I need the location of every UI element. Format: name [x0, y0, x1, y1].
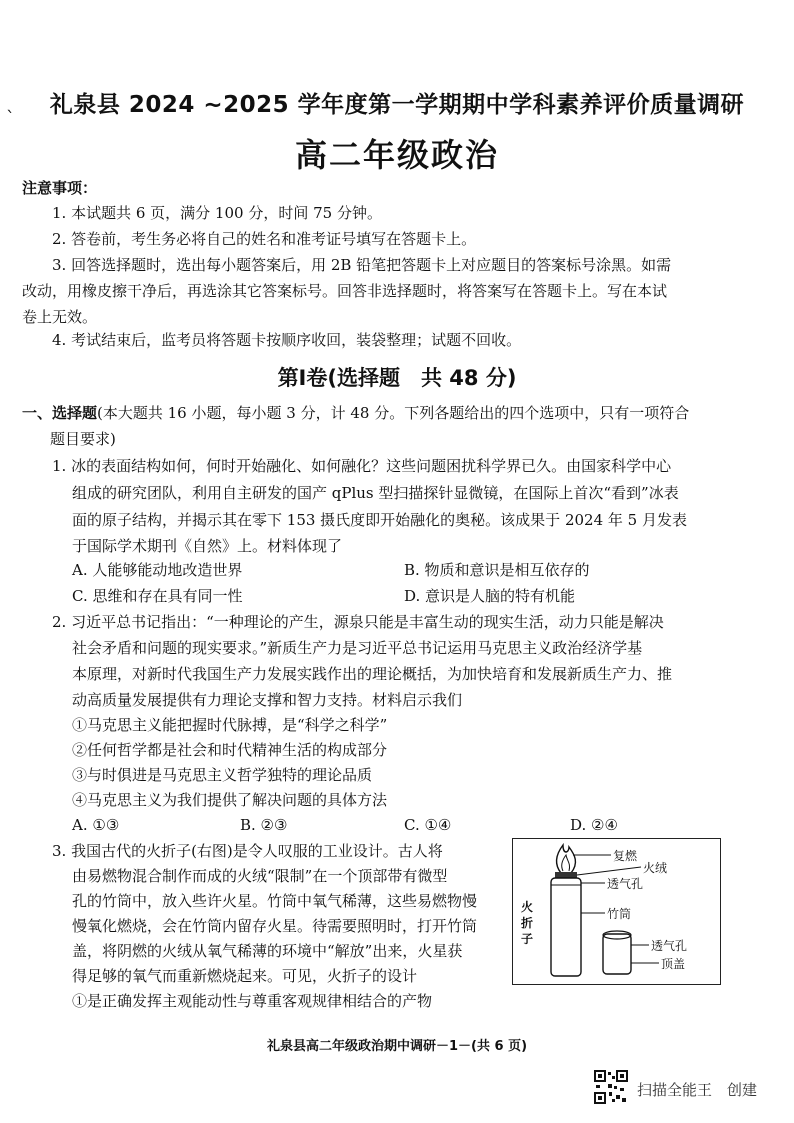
- q2-line: 2. 习近平总书记指出：“一种理论的产生，源泉只能是丰富生动的现实生活，动力只能是解决: [52, 613, 664, 631]
- exam-subtitle: 高二年级政治: [294, 136, 499, 174]
- q3-line: 由易燃物混合制作而成的火绒“限制”在一个顶部带有微型: [72, 867, 448, 885]
- label-tube: 竹筒: [607, 907, 632, 921]
- q2-statement: ②任何哲学都是社会和时代精神生活的构成部分: [72, 741, 388, 759]
- q2-option-a: A. ①③: [72, 816, 120, 834]
- notice-line: 4. 考试结束后，监考员将答题卡按顺序收回，装袋整理；试题不回收。: [52, 331, 522, 349]
- notice-line: 1. 本试题共 6 页，满分 100 分，时间 75 分钟。: [52, 204, 382, 222]
- q3-line: 孔的竹筒中，放入些许火星。竹筒中氧气稀薄，这些易燃物慢: [72, 892, 478, 910]
- q2-line: 动高质量发展提供有力理论支撑和智力支持。材料启示我们: [72, 691, 463, 709]
- exam-title: 礼泉县 2024 ~2025 学年度第一学期期中学科素养评价质量调研: [49, 92, 745, 118]
- q2-statement: ③与时俱进是马克思主义哲学独特的理论品质: [72, 766, 373, 784]
- bamboo-tube-shape: [551, 878, 581, 976]
- q1-line: 组成的研究团队，利用自主研发的国产 qPlus 型扫描探针显微镜，在国际上首次“看到”冰表: [72, 484, 679, 502]
- label-refire: 复燃: [613, 849, 638, 863]
- q2-statement: ④马克思主义为我们提供了解决问题的具体方法: [72, 791, 388, 809]
- page-footer: 礼泉县高二年级政治期中调研－1－(共 6 页): [266, 1039, 528, 1054]
- q2-option-c: C. ①④: [404, 816, 452, 834]
- margin-mark: `: [6, 108, 15, 129]
- q1-option-c: C. 思维和存在具有同一性: [72, 587, 243, 605]
- figure-side-label: 火折子: [521, 900, 534, 946]
- q1-option-d: D. 意识是人脑的特有机能: [404, 587, 576, 605]
- label-vent-top: 透气孔: [607, 877, 644, 891]
- q1-option-a: A. 人能够能动地改造世界: [72, 561, 243, 579]
- q3-line: 盖，将阴燃的火绒从氧气稀薄的环境中“解放”出来，火星获: [72, 942, 463, 960]
- qr-code-icon: [594, 1070, 628, 1104]
- q3-line: 3. 我国古代的火折子(右图)是令人叹服的工业设计。古人将: [52, 842, 443, 860]
- label-cap: 顶盖: [661, 957, 686, 971]
- notice-line: 2. 答卷前，考生务必将自己的姓名和准考证号填写在答题卡上。: [52, 230, 477, 248]
- section-intro-line2: 题目要求): [50, 430, 116, 448]
- leader-line: [577, 867, 641, 875]
- notice-line: 卷上无效。: [22, 308, 98, 326]
- q1-line: 1. 冰的表面结构如何，何时开始融化、如何融化？这些问题困扰科学界已久。由国家科学中心: [52, 457, 672, 475]
- q3-line: 得足够的氧气而重新燃烧起来。可见，火折子的设计: [72, 967, 418, 985]
- q2-option-d: D. ②④: [570, 816, 618, 834]
- notice-line: 改动，用橡皮擦干净后，再选涂其它答案标号。回答非选择题时，将答案写在答题卡上。写在本试: [22, 282, 668, 300]
- q1-line: 面的原子结构，并揭示其在零下 153 摄氏度即开始融化的奥秘。该成果于 2024 年 5 月发表: [72, 511, 687, 529]
- flame-icon: [557, 845, 576, 873]
- section-intro: [22, 400, 689, 426]
- label-vent-cap: 透气孔: [651, 939, 688, 953]
- section-intro-text: (本大题共 16 小题，每小题 3 分，计 48 分。下列各题给出的四个选项中，只有一项符合: [97, 404, 690, 422]
- q2-option-b: B. ②③: [240, 816, 288, 834]
- cap-top: [603, 931, 631, 939]
- q3-line: 慢氧化燃烧，会在竹筒内留存火星。待需要照明时，打开竹筒: [72, 917, 478, 935]
- q2-line: 本原理，对新时代我国生产力发展实践作出的理论概括，为加快培育和发展新质生产力、推: [72, 665, 673, 683]
- label-tinder: 火绒: [643, 861, 668, 875]
- huozhezi-figure: [512, 838, 721, 985]
- tinder-shape: [555, 872, 577, 878]
- cap-shape: [603, 934, 631, 974]
- flame-inner: [562, 855, 570, 871]
- q2-line: 社会矛盾和问题的现实要求。”新质生产力是习近平总书记运用马克思主义政治经济学基: [72, 639, 643, 657]
- q1-option-b: B. 物质和意识是相互依存的: [404, 561, 590, 579]
- section-intro-label: 一、选择题: [22, 404, 98, 422]
- notice-line: 3. 回答选择题时，选出每小题答案后，用 2B 铅笔把答题卡上对应题目的答案标号涂黑。如需: [52, 256, 672, 274]
- q3-statement: ①是正确发挥主观能动性与尊重客观规律相结合的产物: [72, 992, 433, 1010]
- notice-heading: 注意事项：: [22, 179, 98, 197]
- q1-line: 于国际学术期刊《自然》上。材料体现了: [72, 537, 343, 555]
- scanner-watermark: 扫描全能王 创建: [637, 1081, 758, 1099]
- section-title: 第Ⅰ卷(选择题 共 48 分): [277, 366, 517, 390]
- q2-statement: ①马克思主义能把握时代脉搏，是“科学之科学”: [72, 716, 388, 734]
